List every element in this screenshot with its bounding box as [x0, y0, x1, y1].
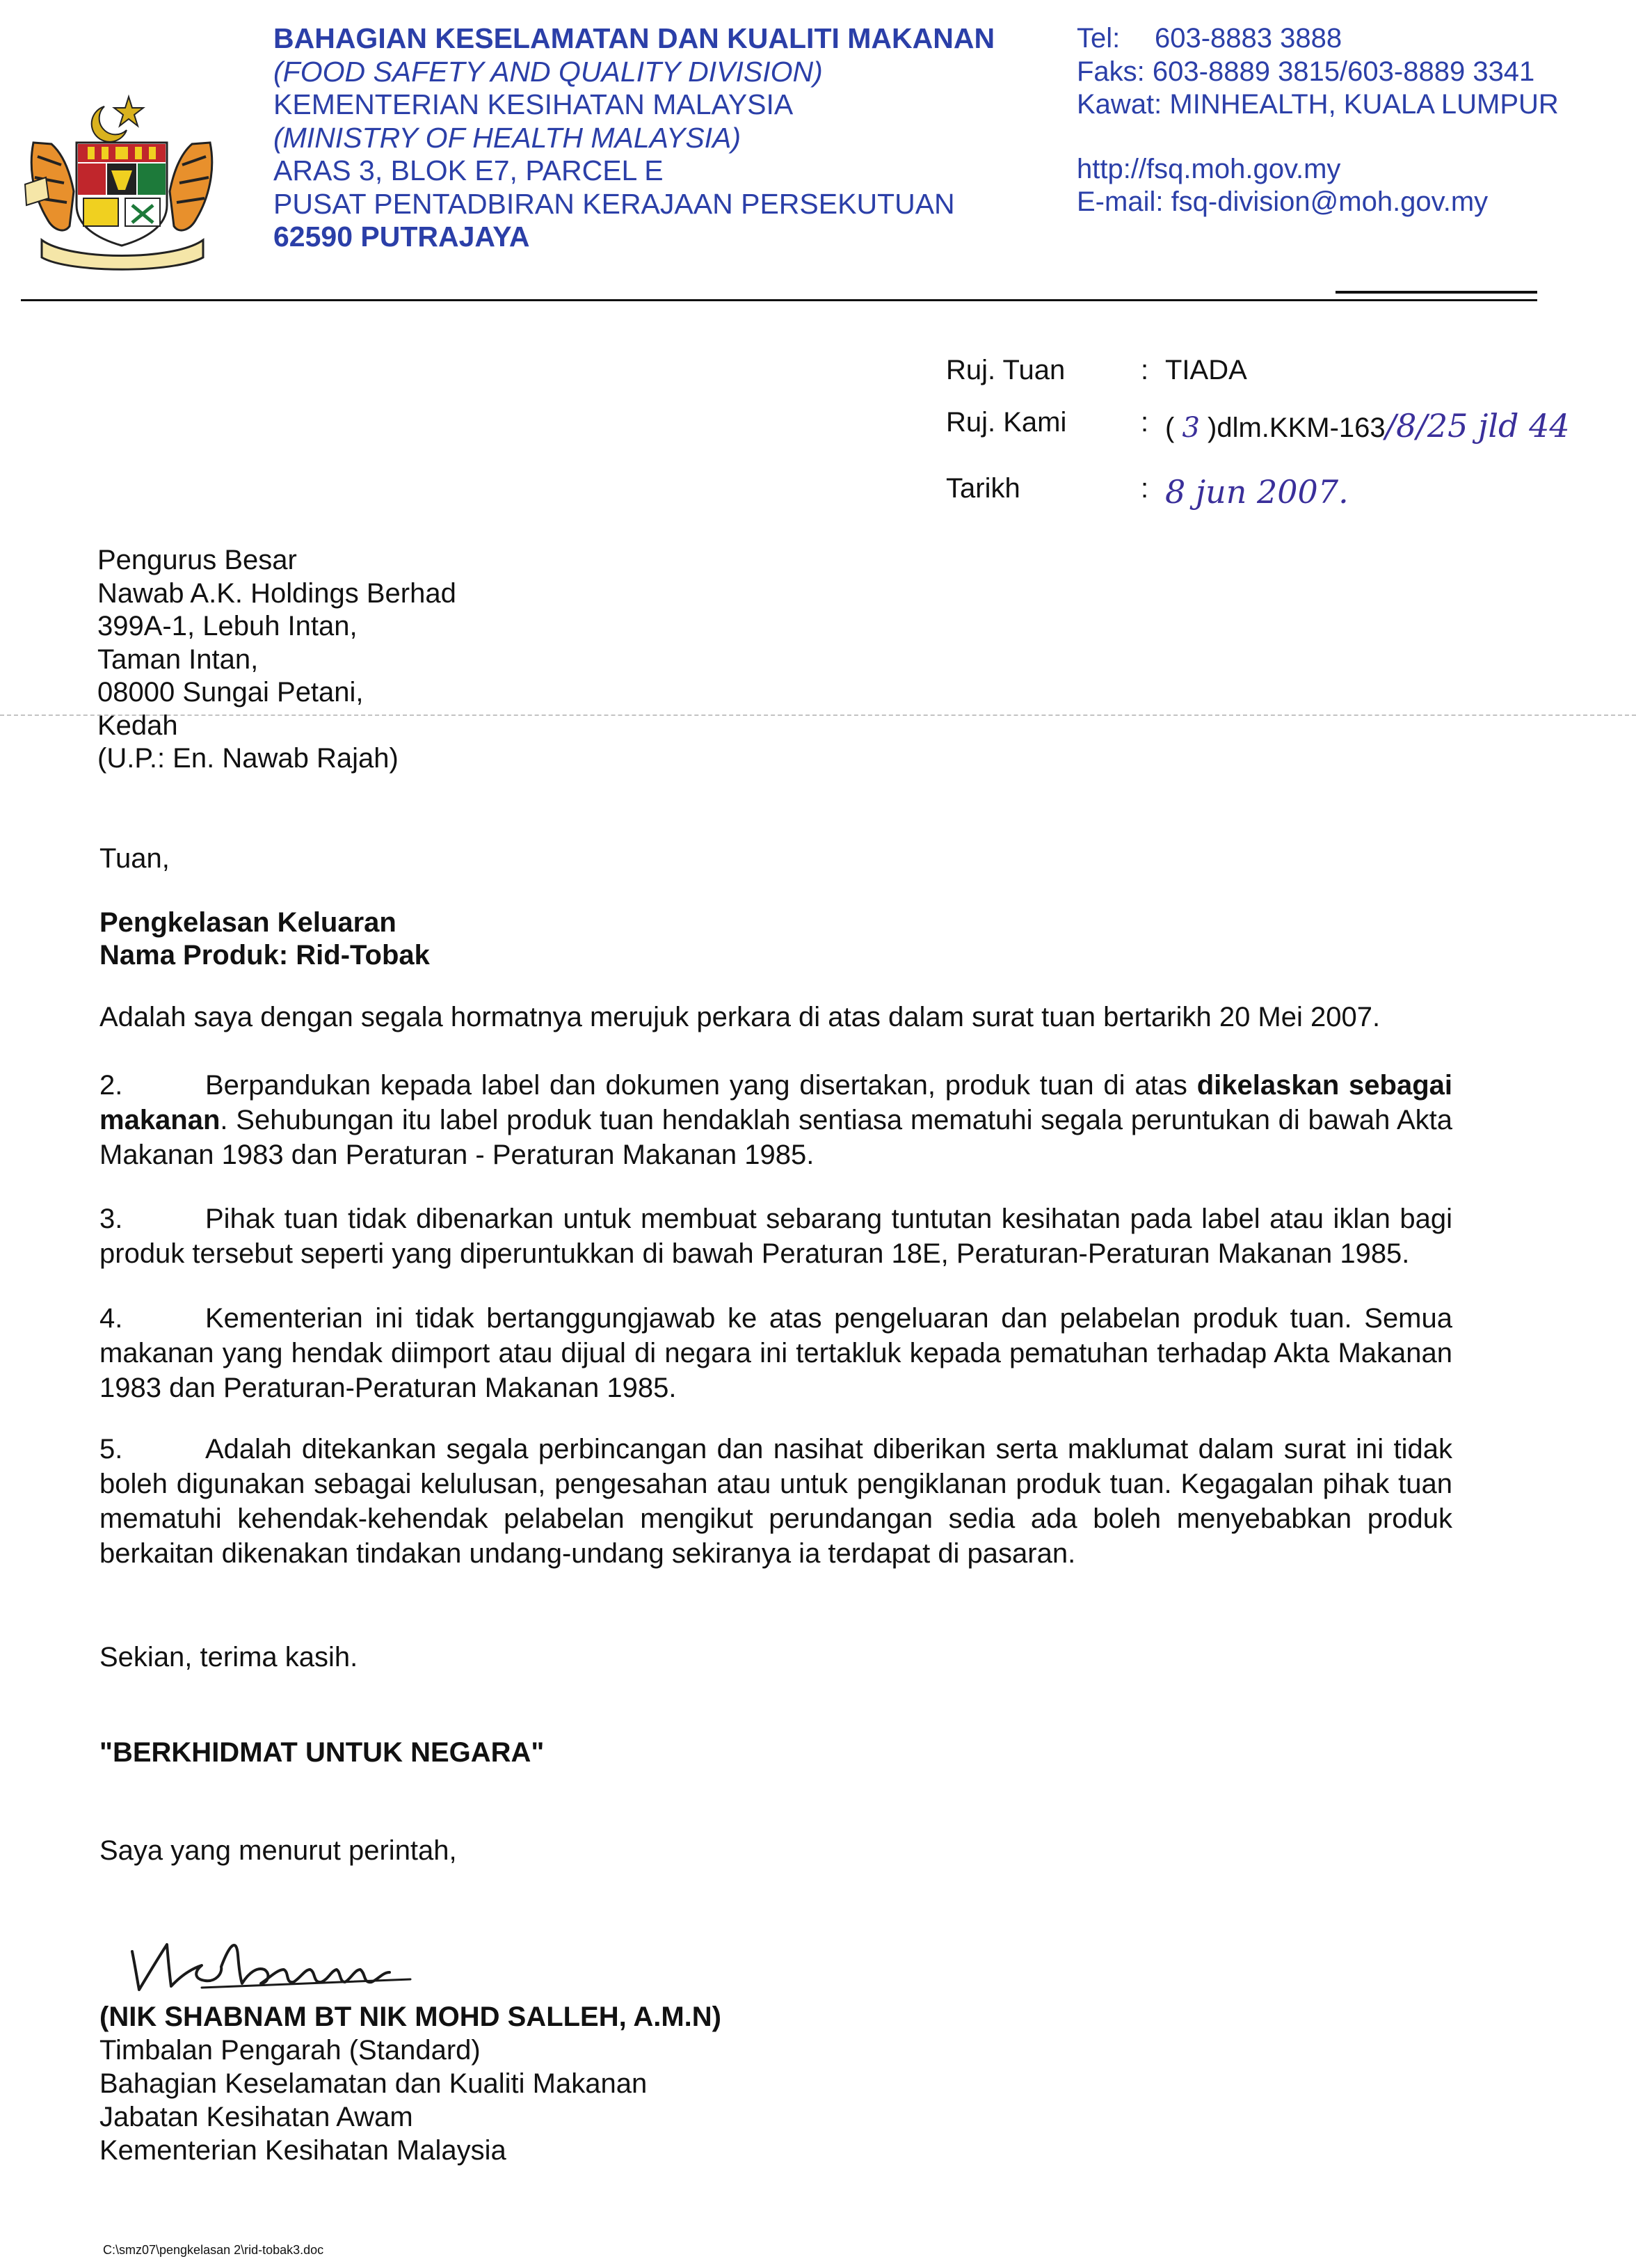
- addressee-line: 08000 Sungai Petani,: [97, 677, 364, 708]
- ref-date-colon: :: [1141, 473, 1149, 504]
- telephone-value: 603-8883 3888: [1155, 23, 1342, 54]
- addressee-line: 399A-1, Lebuh Intan,: [97, 611, 358, 641]
- ref-our-colon: :: [1141, 407, 1149, 438]
- fax-line: Faks: 603-8889 3815/603-8889 3341: [1077, 56, 1535, 87]
- contact-spacer: [1077, 122, 1626, 153]
- paragraph-2: [99, 1068, 1452, 1172]
- paragraph-5: [99, 1432, 1452, 1571]
- document-file-path: C:\smz07\pengkelasan 2\rid-tobak3.doc: [103, 2243, 324, 2257]
- signatory-title-line: Bahagian Keselamatan dan Kualiti Makanan: [99, 2068, 648, 2099]
- ref-date-handwritten: 8 jun 2007.: [1165, 473, 1349, 511]
- addressee-line: (U.P.: En. Nawab Rajah): [97, 743, 399, 774]
- salutation: Tuan,: [99, 843, 170, 874]
- signatory-title-line: Kementerian Kesihatan Malaysia: [99, 2135, 506, 2166]
- motto: "BERKHIDMAT UNTUK NEGARA": [99, 1737, 545, 1768]
- paragraph-number: 2.: [99, 1070, 123, 1101]
- signatory-title-line: Timbalan Pengarah (Standard): [99, 2035, 481, 2066]
- paragraph-2-text-a: Berpandukan kepada label dan dokumen yang disertakan, produk tuan di atas: [205, 1070, 1197, 1101]
- ref-date-label: Tarikh: [946, 473, 1020, 504]
- paragraph-3: [99, 1201, 1452, 1271]
- division-name-malay: BAHAGIAN KESELAMATAN DAN KUALITI MAKANAN: [273, 22, 995, 54]
- letterhead-divider-accent: [1336, 291, 1537, 294]
- ref-our-handwritten-number: 3: [1182, 412, 1200, 444]
- address-line-1: ARAS 3, BLOK E7, PARCEL E: [273, 154, 664, 186]
- letterhead-contact: [1077, 22, 1626, 219]
- obedience-line: Saya yang menurut perintah,: [99, 1835, 457, 1866]
- paragraph-3-text: Pihak tuan tidak dibenarkan untuk membuat sebarang tuntutan kesihatan pada label atau iklan bagi produk tersebut seperti yang diperuntukkan di bawah Peraturan 18E, Peraturan-Peraturan Makanan 1985.: [99, 1204, 1452, 1269]
- paragraph-number: 4.: [99, 1303, 123, 1334]
- subject-line-2: Nama Produk: Rid-Tobak: [99, 940, 430, 971]
- paragraph-5-text: Adalah ditekankan segala perbincangan dan nasihat diberikan serta maklumat dalam surat ini tidak boleh digunakan sebagai kelulusan, pengesahan atau untuk pengiklanan produk tuan. Kegagalan pihak tuan mematuhi kehendak-kehendak pelabelan mengikut perundangan sedia ada boleh menyebabkan produk berkaitan dikenakan tindakan undang-undang sekiranya ia terdapat di pasaran.: [99, 1434, 1452, 1569]
- handwritten-signature: [118, 1924, 424, 2000]
- paragraph-1: Adalah saya dengan segala hormatnya merujuk perkara di atas dalam surat tuan bertarikh 20 Mei 2007.: [99, 1002, 1381, 1032]
- division-name-english: (FOOD SAFETY AND QUALITY DIVISION): [273, 55, 823, 88]
- website-link[interactable]: http://fsq.moh.gov.my: [1077, 153, 1341, 184]
- addressee-line: Taman Intan,: [97, 644, 259, 675]
- address-postcode: 62590 PUTRAJAYA: [273, 221, 530, 253]
- cable-line: Kawat: MINHEALTH, KUALA LUMPUR: [1077, 89, 1559, 120]
- signatory-title-line: Jabatan Kesihatan Awam: [99, 2102, 413, 2132]
- addressee-line: Pengurus Besar: [97, 545, 297, 575]
- scan-artifact-line: [0, 714, 1636, 716]
- telephone-line: [1077, 22, 1626, 56]
- ref-your-colon: :: [1141, 355, 1149, 385]
- signatory-block: [99, 2000, 721, 2167]
- paragraph-number: 3.: [99, 1204, 123, 1234]
- ref-your-label: Ruj. Tuan: [946, 355, 1066, 385]
- addressee-line: Kedah: [97, 710, 178, 741]
- ref-our-label: Ruj. Kami: [946, 407, 1067, 438]
- ministry-name-english: (MINISTRY OF HEALTH MALAYSIA): [273, 121, 741, 154]
- email-link[interactable]: E-mail: fsq-division@moh.gov.my: [1077, 186, 1489, 217]
- paragraph-4: [99, 1301, 1452, 1405]
- addressee-line: Nawab A.K. Holdings Berhad: [97, 577, 456, 609]
- subject-block: [99, 907, 1452, 972]
- paragraph-2-text-b: . Sehubungan itu label produk tuan hendaklah sentiasa mematuhi segala peruntukan di bawah Akta Makanan 1983 dan Peraturan - Peraturan Makanan 1985.: [99, 1105, 1452, 1170]
- subject-line-1: Pengkelasan Keluaran: [99, 907, 396, 938]
- paragraph-number: 5.: [99, 1434, 123, 1464]
- closing-line: Sekian, terima kasih.: [99, 1642, 358, 1672]
- ref-our-value: [1165, 407, 1570, 445]
- signatory-name: (NIK SHABNAM BT NIK MOHD SALLEH, A.M.N): [99, 2002, 722, 2032]
- ref-our-open-paren: (: [1165, 413, 1175, 443]
- ref-our-handwritten-code: /8/25 jld 44: [1385, 407, 1570, 445]
- coat-of-arms-icon: [21, 87, 223, 275]
- telephone-label: Tel:: [1077, 23, 1121, 54]
- ministry-name-malay: KEMENTERIAN KESIHATAN MALAYSIA: [273, 88, 794, 120]
- paragraph-2-emphasis: dikelaskan sebagai makanan: [99, 1070, 1453, 1135]
- letterhead-organisation: [273, 22, 1059, 254]
- letterhead-divider: [21, 299, 1537, 301]
- addressee-block: [97, 544, 456, 776]
- ref-your-value: TIADA: [1165, 355, 1247, 385]
- ref-our-printed-code: )dlm.KKM-163: [1208, 413, 1386, 443]
- paragraph-4-text: Kementerian ini tidak bertanggungjawab ke atas pengeluaran dan pelabelan produk tuan. Semua makanan yang hendak diimport atau dijual di negara ini tertakluk kepada pematuhan terhadap Akta Makanan 1983 dan Peraturan-Peraturan Makanan 1985.: [99, 1303, 1452, 1403]
- address-line-2: PUSAT PENTADBIRAN KERAJAAN PERSEKUTUAN: [273, 187, 955, 220]
